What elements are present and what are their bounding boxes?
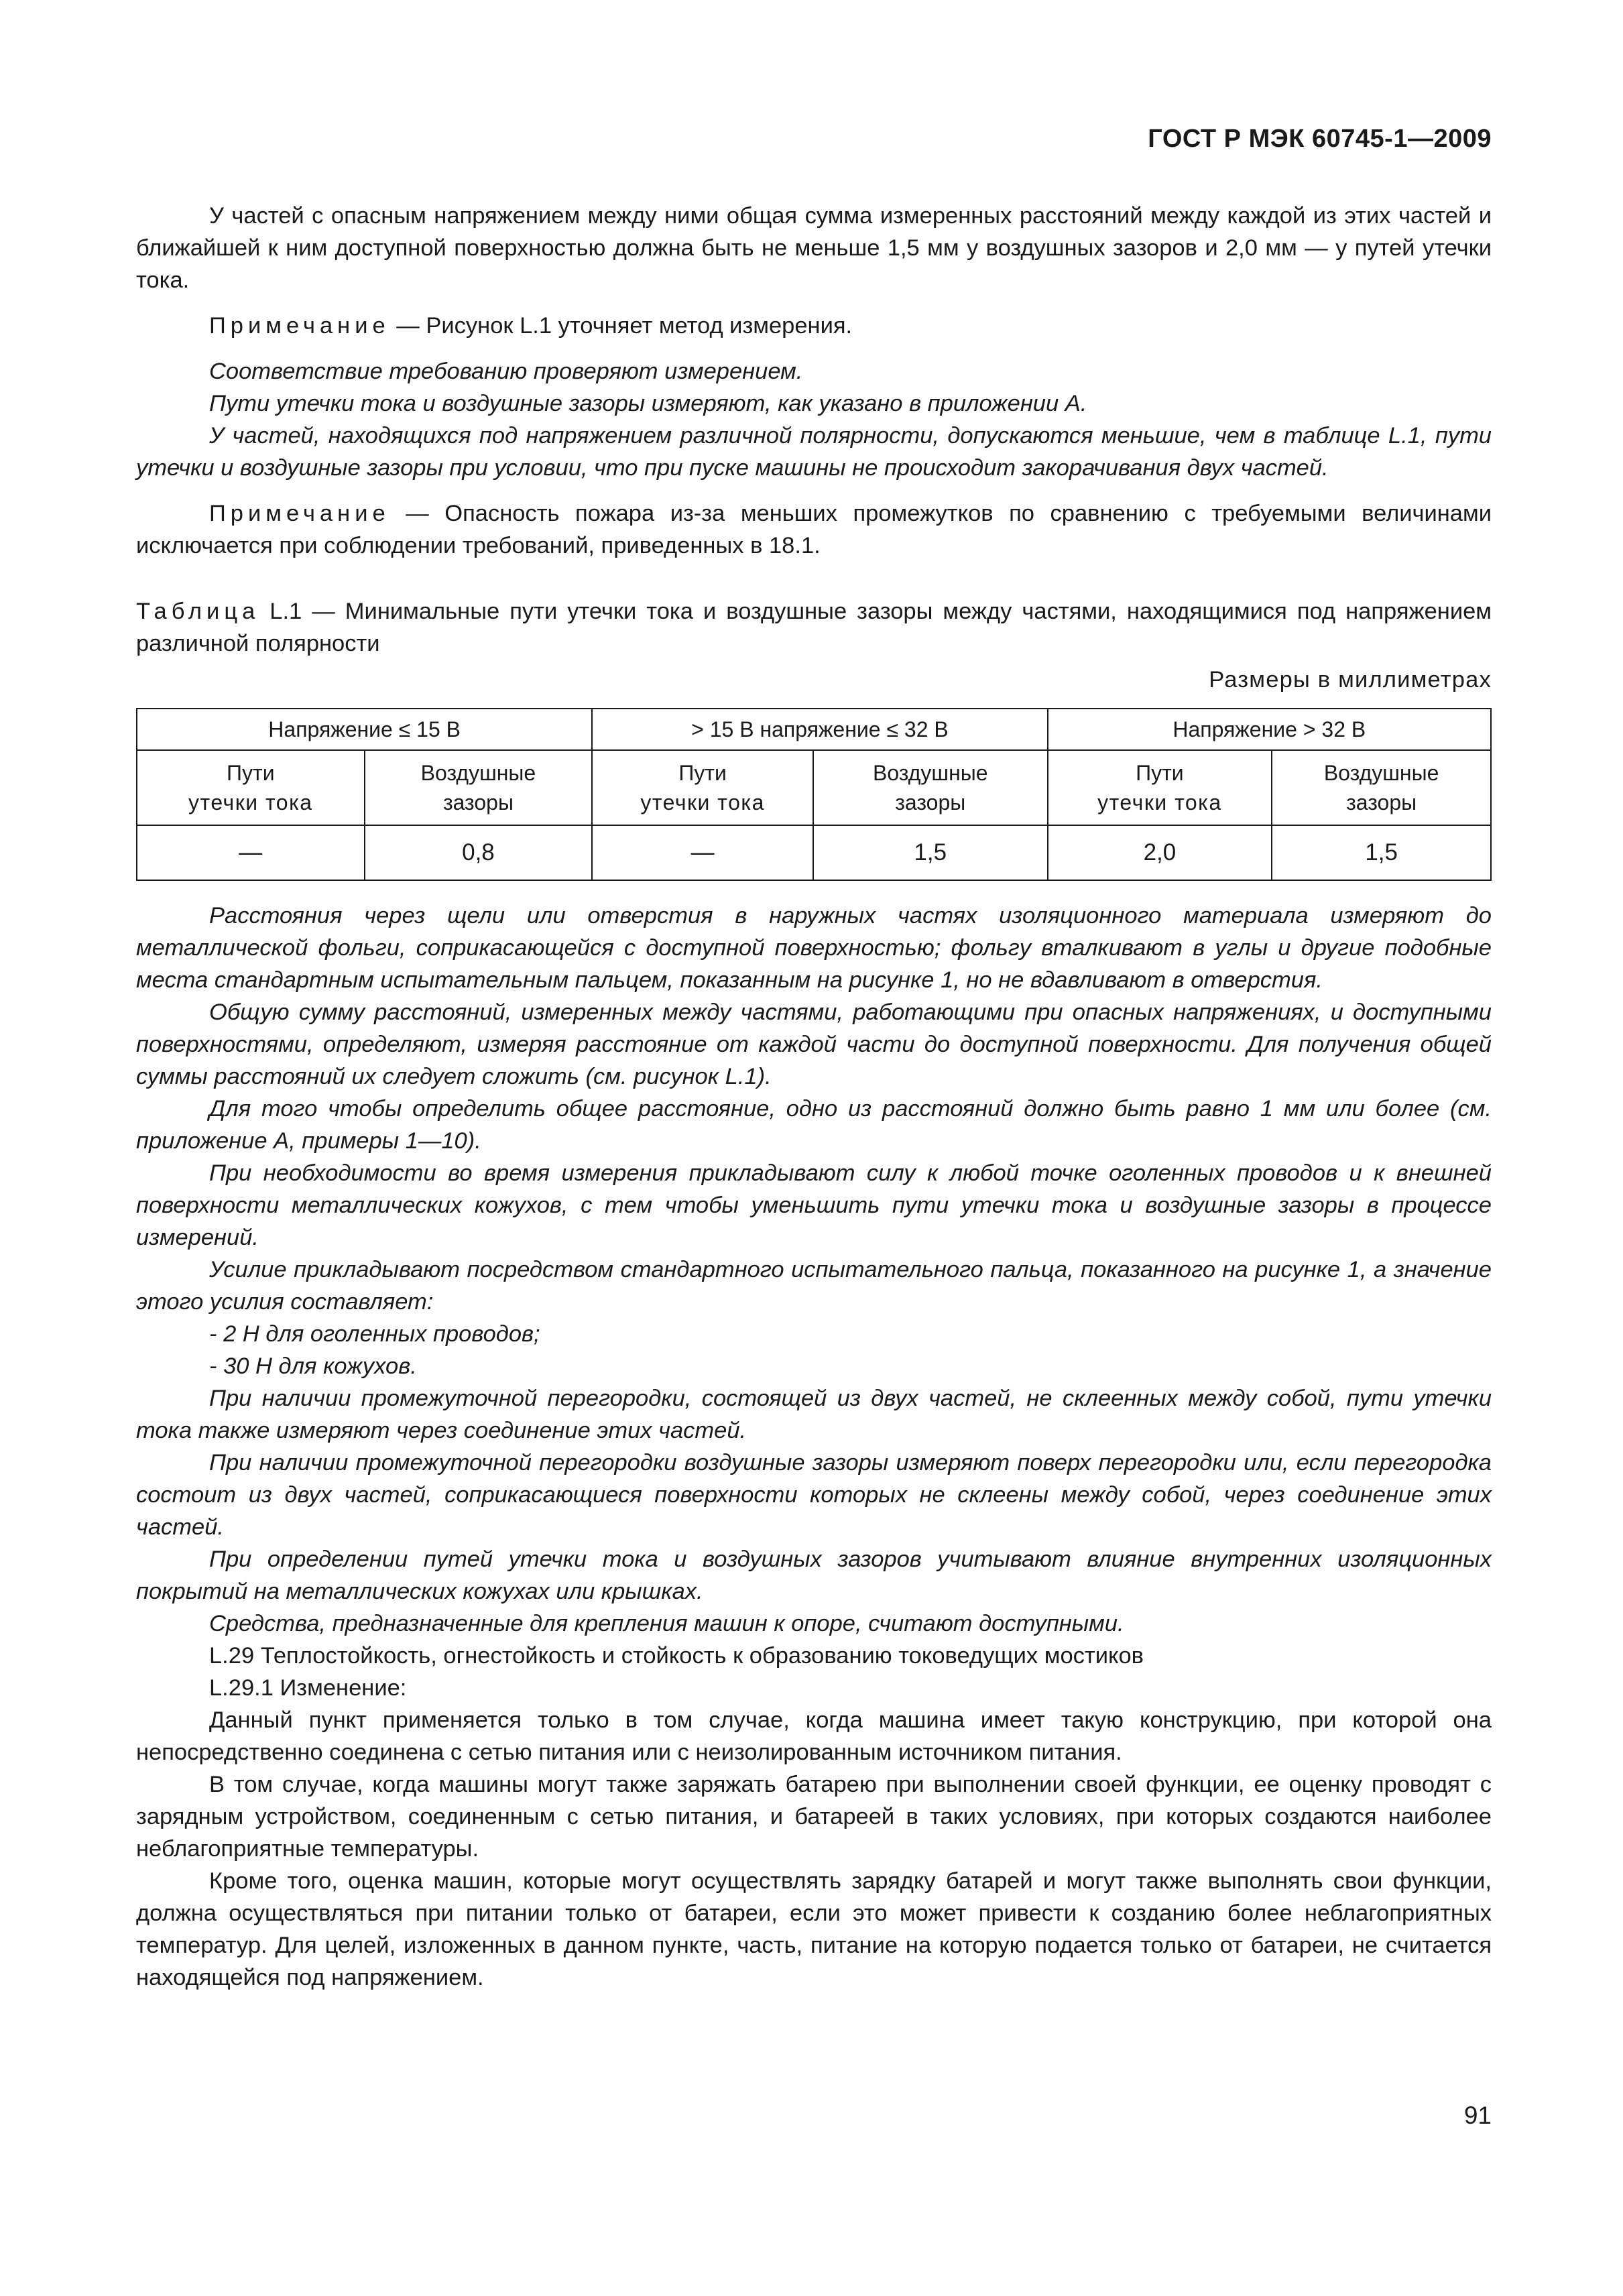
- table-subheader: Пути утечки тока: [592, 750, 813, 825]
- note-label: Примечание: [209, 313, 390, 339]
- note-text: — Рисунок L.1 уточняет метод измерения.: [389, 313, 853, 339]
- italic-paragraph: У частей, находящихся под напряжением различной полярности, допускаются меньшие, чем в таблице L.1, пути утечки и воздушные зазоры при условии, что при пуске машины не происходит закорачивания двух частей.: [136, 423, 1492, 481]
- table-caption-text: L.1 — Минимальные пути утечки тока и воздушные зазоры между частями, находящимися под напряжением различной полярности: [136, 599, 1492, 656]
- note-1: [136, 310, 1492, 342]
- document-header: ГОСТ Р МЭК 60745-1—2009: [1148, 125, 1492, 153]
- table-subheader: Пути утечки тока: [137, 750, 365, 825]
- table-subheader: Воздушные зазоры: [1272, 750, 1491, 825]
- page-number: 91: [1463, 2102, 1492, 2129]
- italic-paragraph: Общую сумму расстояний, измеренных между частями, работающими при опасных напряжениях, и доступными поверхностями, определяют, измеряя расстояние от каждой части до доступной поверхности. Для получения общей суммы расстояний их следует сложить (см. рисунок L.1).: [136, 1000, 1492, 1089]
- table-cell: 1,5: [1272, 825, 1491, 880]
- table-cell: —: [592, 825, 813, 880]
- list-item: - 30 Н для кожухов.: [209, 1353, 417, 1379]
- subsection-heading: L.29.1 Изменение:: [209, 1675, 407, 1701]
- table-group-header-row: [137, 709, 1491, 750]
- italic-paragraph: При наличии промежуточной перегородки воздушные зазоры измеряют поверх перегородки или, если перегородка состоит из двух частей, соприкасающиеся поверхности которых не склеены между собой, через соединение этих частей.: [136, 1450, 1492, 1540]
- note-label: Примечание: [209, 501, 390, 526]
- table-subheader: Воздушные зазоры: [365, 750, 593, 825]
- table-subheader-row: [137, 750, 1491, 825]
- paragraph: Кроме того, оценка машин, которые могут осуществлять зарядку батарей и могут также выполнять свои функции, должна осуществляться при питании только от батареи, если это может привести к созданию более неблагоприятных температур. Для целей, изложенных в данном пункте, часть, питание на которую подается только от батареи, не считается находящейся под напряжением.: [136, 1868, 1492, 1990]
- table-group-header: Напряжение > 32 В: [1048, 709, 1491, 750]
- note-2: [136, 497, 1492, 562]
- italic-paragraph: Усилие прикладывают посредством стандартного испытательного пальца, показанного на рисунке 1, а значение этого усилия составляет:: [136, 1257, 1492, 1315]
- paragraph: В том случае, когда машины могут также заряжать батарею при выполнении своей функции, ее оценку проводят с зарядным устройством, соединенным с сетью питания, и батареей в таких условиях, при которых создаются наиболее неблагоприятные температуры.: [136, 1772, 1492, 1862]
- italic-paragraph: При необходимости во время измерения прикладывают силу к любой точке оголенных проводов и к внешней поверхности металлических кожухов, с тем чтобы уменьшить пути утечки тока и воздушные зазоры в процессе измерений.: [136, 1160, 1492, 1250]
- italic-paragraph: Расстояния через щели или отверстия в наружных частях изоляционного материала измеряют до металлической фольги, соприкасающейся с доступной поверхностью; фольгу вталкивают в углы и другие подобные места стандартным испытательным пальцем, показанным на рисунке 1, но не вдавливают в отверстия.: [136, 903, 1492, 993]
- table-row: [137, 825, 1491, 880]
- paragraph: Данный пункт применяется только в том случае, когда машина имеет такую конструкцию, при которой она непосредственно соединена с сетью питания или с неизолированным источником питания.: [136, 1707, 1492, 1765]
- italic-paragraph: Пути утечки тока и воздушные зазоры измеряют, как указано в приложении А.: [209, 391, 1087, 416]
- italic-paragraph: При определении путей утечки тока и воздушных зазоров учитывают влияние внутренних изоляционных покрытий на металлических кожухах или крышках.: [136, 1547, 1492, 1604]
- section-heading: L.29 Теплостойкость, огнестойкость и стойкость к образованию токоведущих мостиков: [209, 1643, 1144, 1669]
- table-cell: 0,8: [365, 825, 593, 880]
- table-units: Размеры в миллиметрах: [1209, 667, 1492, 692]
- italic-paragraph: Для того чтобы определить общее расстояние, одно из расстояний должно быть равно 1 мм или более (см. приложение А, примеры 1—10).: [136, 1096, 1492, 1154]
- italic-paragraph: Соответствие требованию проверяют измерением.: [209, 359, 803, 384]
- table-cell: 2,0: [1048, 825, 1272, 880]
- table-cell: —: [137, 825, 365, 880]
- italic-paragraph: При наличии промежуточной перегородки, состоящей из двух частей, не склеенных между собой, пути утечки тока также измеряют через соединение этих частей.: [136, 1386, 1492, 1443]
- table-subheader: Воздушные зазоры: [813, 750, 1048, 825]
- table-subheader: Пути утечки тока: [1048, 750, 1272, 825]
- clearance-table: [136, 708, 1492, 881]
- italic-paragraph: Средства, предназначенные для крепления машин к опоре, считают доступными.: [209, 1611, 1124, 1636]
- table-caption: [136, 595, 1492, 660]
- table-caption-label: Таблица: [136, 599, 260, 624]
- page-content: [136, 200, 1492, 1994]
- note-text: — Опасность пожара из-за меньших промежутков по сравнению с требуемыми величинами исключается при соблюдении требований, приведенных в 18.1.: [136, 501, 1492, 558]
- list-item: - 2 Н для оголенных проводов;: [209, 1321, 540, 1347]
- table-cell: 1,5: [813, 825, 1048, 880]
- table-group-header: > 15 В напряжение ≤ 32 В: [592, 709, 1047, 750]
- paragraph: У частей с опасным напряжением между ними общая сумма измеренных расстояний между каждой из этих частей и ближайшей к ним доступной поверхностью должна быть не меньше 1,5 мм у воздушных зазоров и 2,0 мм — у путей утечки тока.: [136, 203, 1492, 293]
- table-group-header: Напряжение ≤ 15 В: [137, 709, 592, 750]
